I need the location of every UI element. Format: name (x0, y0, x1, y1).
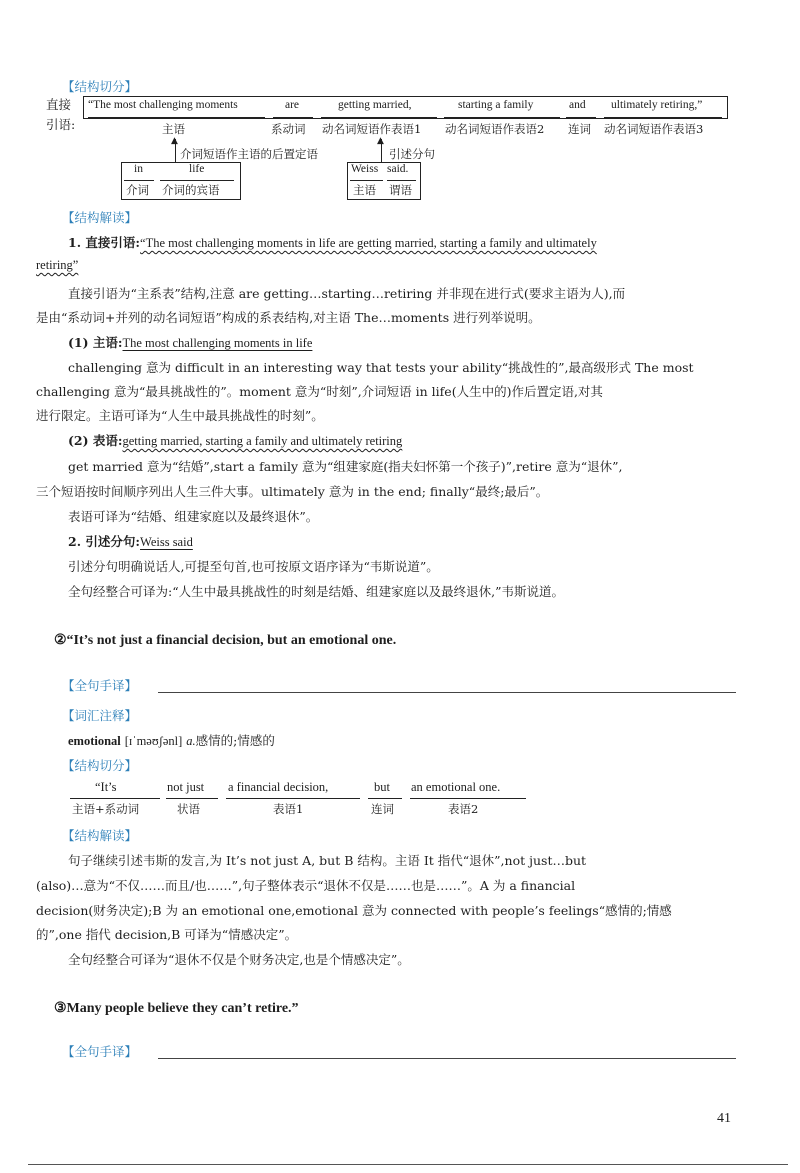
under2-but (368, 798, 402, 799)
under-pp-life (160, 180, 234, 181)
side-label-direct: 直接 (46, 97, 72, 112)
role-conj: 连词 (568, 122, 591, 136)
direct-speech-label: 1. 直接引语: (68, 235, 141, 250)
predicative-line (68, 432, 402, 450)
arrow-up-icon: ▲ (171, 136, 178, 146)
para2-1: 句子继续引述韦斯的发言,为 It’s not just A, but B 结构。主语 It 指代“退休”,not just…but (68, 853, 587, 868)
split2-role-adv: 状语 (177, 802, 200, 816)
split2-word-pred1: a financial decision, (228, 780, 329, 794)
subject-label: (1) 主语: (68, 335, 123, 350)
vocab-word: emotional (68, 734, 121, 748)
split2-word-notjust: not just (167, 780, 205, 794)
direct-speech-text-b: retiring” (36, 258, 79, 272)
pp-role-prep: 介词 (126, 183, 149, 197)
under-conj (566, 117, 596, 118)
split-word-pred3: ultimately retiring,” (611, 99, 703, 111)
tag-structure-explain: 【结构解读】 (62, 210, 138, 225)
split2-role-pred1: 表语1 (273, 802, 304, 816)
pp-role-obj: 介词的宾语 (162, 183, 220, 197)
role-verb: 系动词 (271, 122, 306, 136)
para-structure-1: 直接引语为“主系表”结构,注意 are getting…starting…retiring 并非现在进行式(要求主语为人),而 (68, 286, 626, 301)
tag-full-translate-3: 【全句手译】 (62, 1044, 138, 1059)
arrow-up-icon: ▲ (377, 136, 384, 146)
para-structure-2: 是由“系动词+并列的动名词短语”构成的系表结构,对主语 The…moments 进行列举说明。 (36, 310, 541, 325)
said-role-subject: 主语 (353, 183, 376, 197)
para-subject-1: challenging 意为 difficult in an interesting way that tests your ability“挑战性的”,最高级形式 The most (68, 360, 694, 375)
under2-it (70, 798, 160, 799)
tag-vocab: 【词汇注释】 (62, 708, 138, 723)
role-pred3: 动名词短语作表语3 (604, 122, 704, 136)
split2-word-it: “It’s (95, 780, 117, 794)
split2-word-but: but (374, 780, 390, 794)
split2-role-pred2: 表语2 (448, 802, 479, 816)
under-pred3 (604, 117, 722, 118)
predicative-text: getting married, starting a family and ultimately retiring (122, 434, 403, 448)
reporting-label: 2. 引述分句: (68, 534, 141, 549)
under-subject (88, 117, 265, 118)
para-full-translation-1: 全句经整合可译为:“人生中最具挑战性的时刻是结婚、组建家庭以及最终退休,”韦斯说道。 (68, 584, 564, 599)
role-subject: 主语 (162, 122, 185, 136)
role-pred2: 动名词短语作表语2 (445, 122, 545, 136)
under-pp-in (124, 180, 154, 181)
para-pred-3: 表语可译为“结婚、组建家庭以及最终退休”。 (68, 509, 319, 524)
said-word-weiss: Weiss (351, 163, 379, 175)
sentence-2-heading: ②“It’s not just a financial decision, but an emotional one. (54, 633, 397, 648)
under-verb (273, 117, 313, 118)
split-word-pred2: starting a family (458, 99, 534, 111)
direct-speech-text-cont (36, 256, 78, 274)
tag-structure-split-2: 【结构切分】 (62, 758, 138, 773)
vocab-meaning: 感情的;情感的 (195, 733, 275, 748)
para-subject-2: challenging 意为“最具挑战性的”。moment 意为“时刻”,介词短语 in life(人生中的)作后置定语,对其 (36, 384, 603, 399)
para2-3: decision(财务决定);B 为 an emotional one,emotional 意为 connected with people’s feelings“感情的;情感 (36, 903, 672, 918)
vocab-pos: a. (186, 734, 196, 748)
subject-line (68, 334, 312, 352)
para2-full-translation: 全句经整合可译为“退休不仅是个财务决定,也是个情感决定”。 (68, 952, 410, 967)
para2-4: 的”,one 指代 decision,B 可译为“情感决定”。 (36, 927, 298, 942)
split2-word-pred2: an emotional one. (411, 780, 501, 794)
under-pred1 (321, 117, 437, 118)
predicative-label: (2) 表语: (68, 433, 123, 448)
vocab-entry (68, 732, 275, 750)
translation-blank-3[interactable] (158, 1058, 736, 1059)
pp-word-life: life (189, 163, 205, 175)
under2-pred1 (226, 798, 360, 799)
split-word-subject: “The most challenging moments (88, 99, 238, 111)
pp-word-in: in (134, 163, 143, 175)
split-word-conj: and (569, 99, 586, 111)
side-label-speech: 引语: (46, 117, 76, 132)
split2-role-subj: 主语+系动词 (72, 802, 140, 816)
said-role-predicate: 谓语 (389, 183, 412, 197)
reporting-line (68, 533, 193, 551)
tag-structure-explain-2: 【结构解读】 (62, 828, 138, 843)
direct-speech-line (68, 234, 597, 252)
under2-pred2 (410, 798, 526, 799)
said-word-said: said. (387, 163, 409, 175)
under2-notjust (166, 798, 218, 799)
note-reporting-clause: 引述分句 (389, 147, 435, 161)
para-pred-2: 三个短语按时间顺序列出人生三件大事。ultimately 意为 in the end; finally“最终;最后”。 (36, 484, 549, 499)
split2-role-conj: 连词 (371, 802, 394, 816)
subject-text: The most challenging moments in life (122, 336, 313, 350)
para-subject-3: 进行限定。主语可译为“人生中最具挑战性的时刻”。 (36, 408, 324, 423)
footer-rule (28, 1164, 788, 1165)
reporting-text: Weiss said (140, 535, 193, 549)
split-word-pred1: getting married, (338, 99, 412, 111)
split-word-verb: are (285, 99, 300, 111)
tag-full-translate-2: 【全句手译】 (62, 678, 138, 693)
para-reporting: 引述分句明确说话人,可提至句首,也可按原文语序译为“韦斯说道”。 (68, 559, 439, 574)
para2-2: (also)…意为“不仅……而且/也……”,句子整体表示“退休不仅是……也是……”。A 为 a financial (36, 878, 576, 893)
tag-structure-split: 【结构切分】 (62, 79, 138, 94)
para-pred-1: get married 意为“结婚”,start a family 意为“组建家庭(指夫妇怀第一个孩子)”,retire 意为“退休”, (68, 459, 623, 474)
sentence-3-heading: ③Many people believe they can’t retire.” (54, 1001, 299, 1016)
role-pred1: 动名词短语作表语1 (322, 122, 422, 136)
translation-blank-2[interactable] (158, 692, 736, 693)
vocab-ipa: [ɪˈməʊʃənl] (124, 734, 183, 748)
under-weiss (350, 180, 383, 181)
page-number: 41 (717, 1111, 731, 1126)
under-said (387, 180, 416, 181)
under-pred2 (444, 117, 560, 118)
note-post-attributive: 介词短语作主语的后置定语 (180, 147, 318, 161)
direct-speech-text: “The most challenging moments in life are getting married, starting a family and ultimately (140, 236, 597, 250)
